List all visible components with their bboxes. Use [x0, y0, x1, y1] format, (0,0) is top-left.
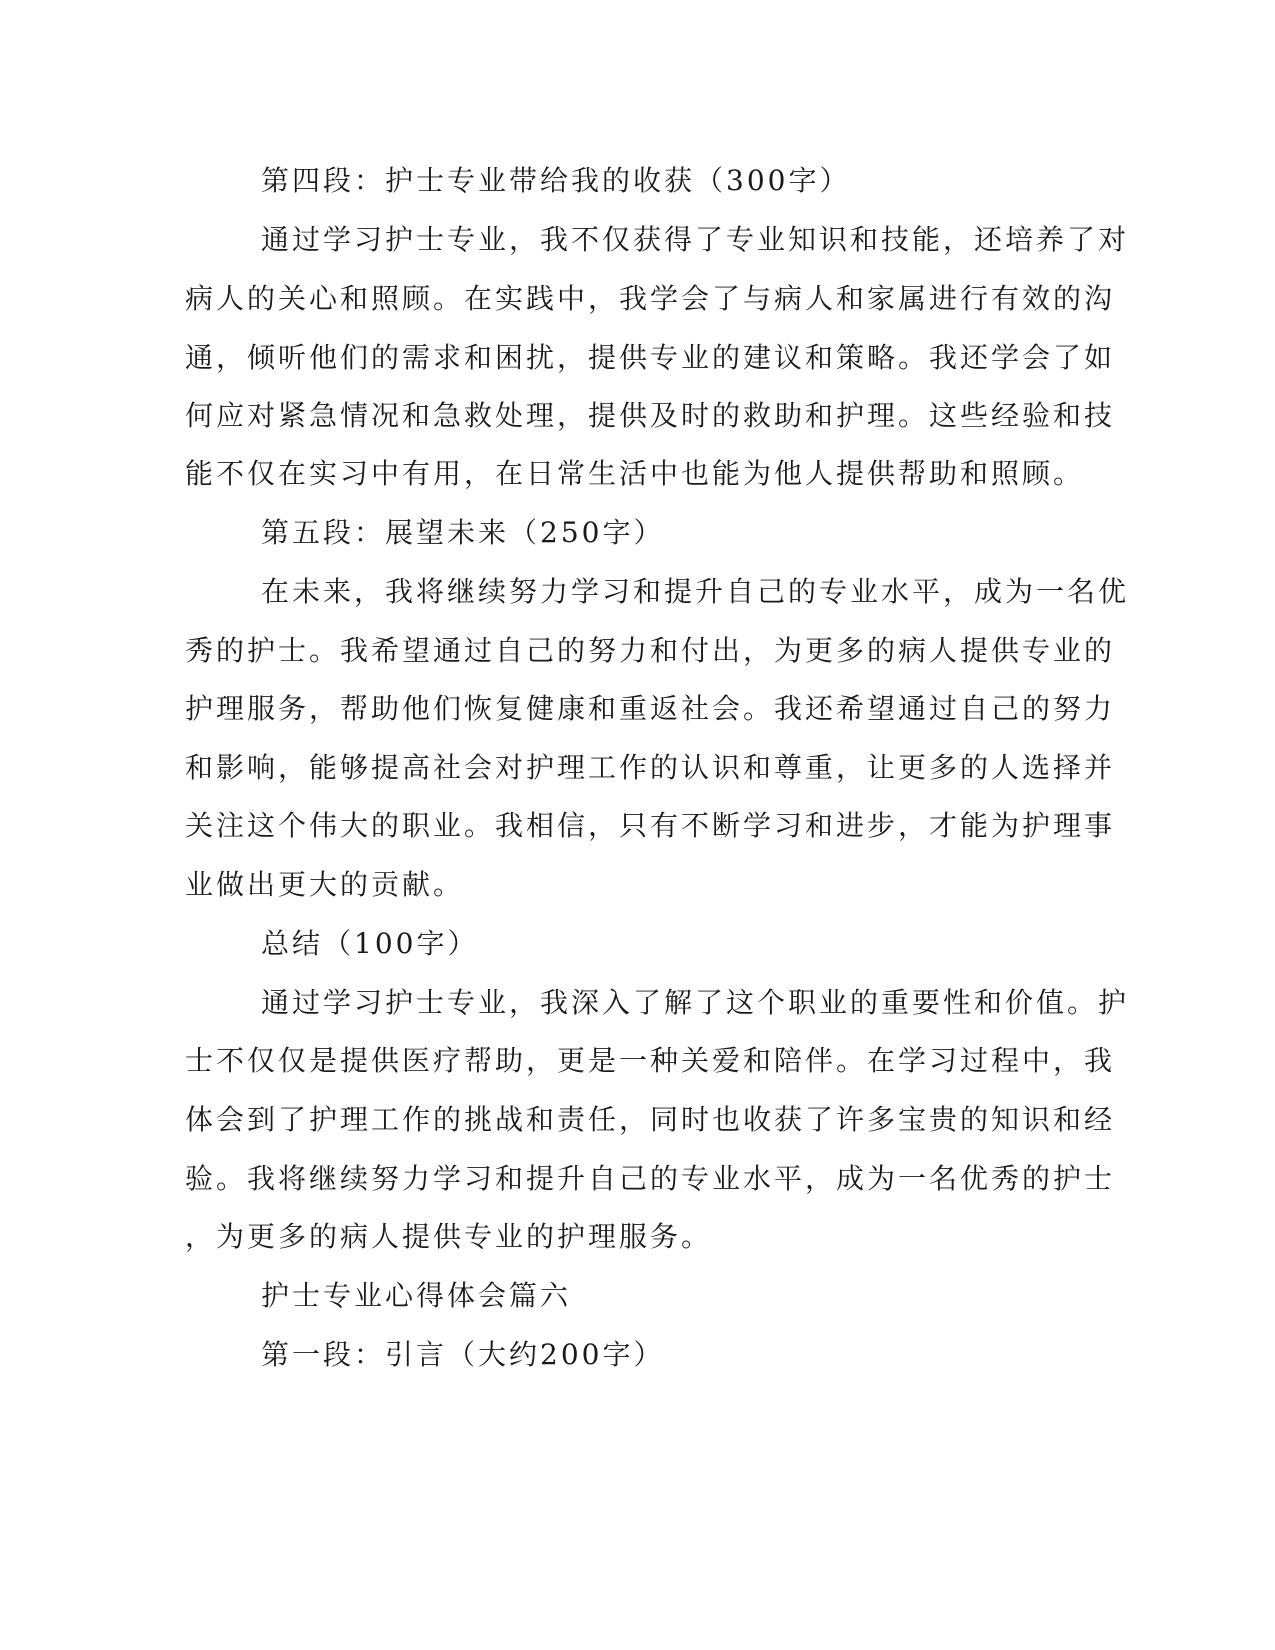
paragraph-line: 业做出更大的贡献。: [185, 868, 465, 901]
section-heading: 第一段：引言（大约200字）: [261, 1338, 665, 1371]
paragraph-line: 能不仅在实习中有用，在日常生活中也能为他人提供帮助和照顾。: [185, 457, 1085, 490]
paragraph-line: 和影响，能够提高社会对护理工作的认识和尊重，让更多的人选择并: [185, 751, 1116, 784]
section-heading: 第四段：护士专业带给我的收获（300字）: [261, 164, 851, 197]
paragraph-line: 何应对紧急情况和急救处理，提供及时的救助和护理。这些经验和技: [185, 399, 1116, 432]
paragraph-line: ，为更多的病人提供专业的护理服务。: [185, 1220, 713, 1253]
paragraph-line: 护理服务，帮助他们恢复健康和重返社会。我还希望通过自己的努力: [185, 692, 1116, 725]
paragraph-line: 在未来，我将继续努力学习和提升自己的专业水平，成为一名优: [261, 575, 1130, 608]
paragraph-line: 通，倾听他们的需求和困扰，提供专业的建议和策略。我还学会了如: [185, 341, 1116, 374]
paragraph-line: 病人的关心和照顾。在实践中，我学会了与病人和家属进行有效的沟: [185, 282, 1116, 315]
paragraph-line: 通过学习护士专业，我不仅获得了专业知识和技能，还培养了对: [261, 223, 1130, 256]
paragraph-line: 关注这个伟大的职业。我相信，只有不断学习和进步，才能为护理事: [185, 809, 1116, 842]
paragraph-line: 士不仅仅是提供医疗帮助，更是一种关爱和陪伴。在学习过程中，我: [185, 1044, 1116, 1077]
section-heading: 护士专业心得体会篇六: [261, 1279, 572, 1312]
section-heading: 第五段：展望未来（250字）: [261, 516, 665, 549]
paragraph-line: 验。我将继续努力学习和提升自己的专业水平，成为一名优秀的护士: [185, 1162, 1116, 1195]
paragraph-line: 通过学习护士专业，我深入了解了这个职业的重要性和价值。护: [261, 986, 1130, 1019]
paragraph-line: 秀的护士。我希望通过自己的努力和付出，为更多的病人提供专业的: [185, 634, 1116, 667]
section-heading: 总结（100字）: [261, 927, 479, 960]
paragraph-line: 体会到了护理工作的挑战和责任，同时也收获了许多宝贵的知识和经: [185, 1103, 1116, 1136]
